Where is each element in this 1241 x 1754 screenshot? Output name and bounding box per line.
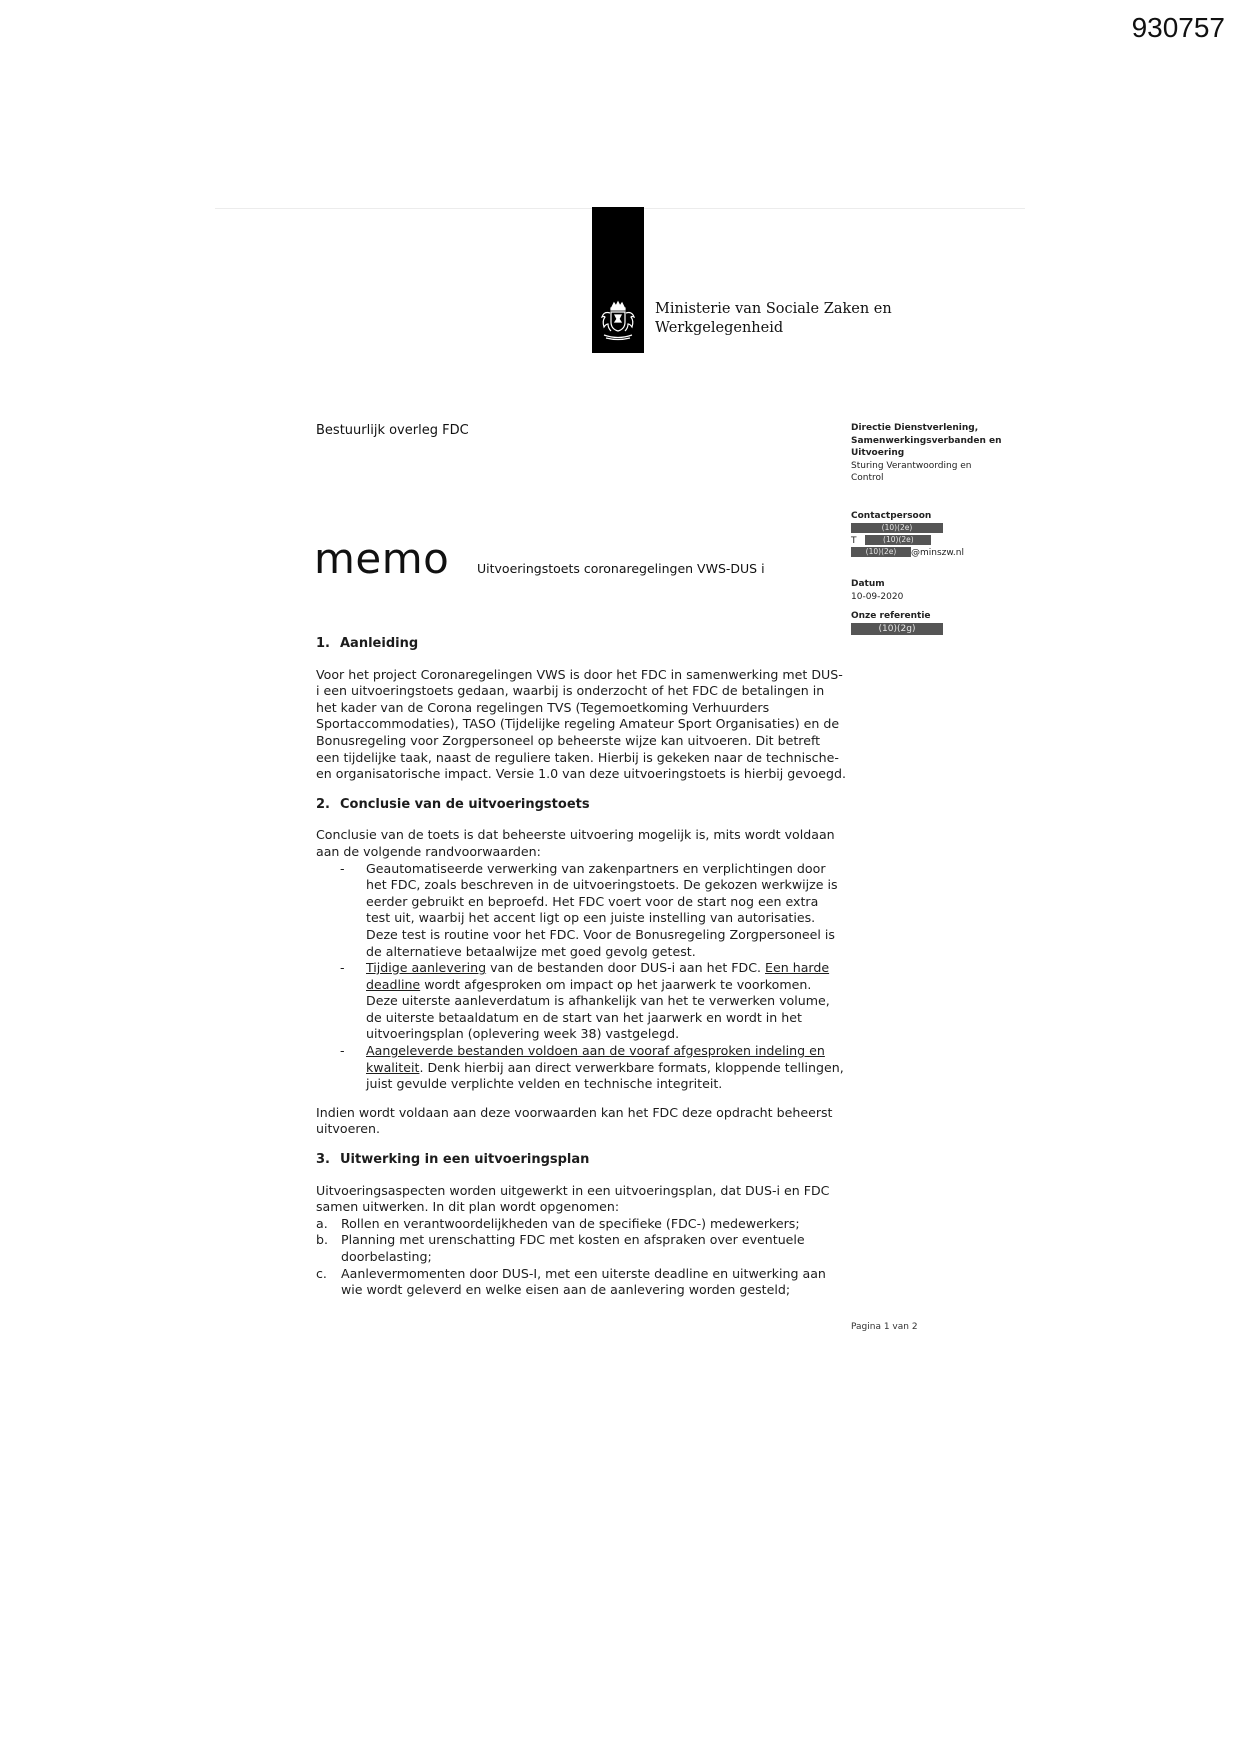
- reference-row: [851, 623, 1041, 635]
- bullet-marker: -: [340, 1043, 345, 1059]
- bullet-marker: -: [340, 960, 345, 976]
- list-marker: c.: [316, 1265, 327, 1281]
- list-item: [316, 861, 846, 961]
- section-number: 3.: [316, 1152, 330, 1168]
- ministry-name-line-1: Ministerie van Sociale Zaken en: [655, 301, 892, 317]
- memo-heading: memo: [314, 534, 450, 583]
- section-heading-3: [316, 1152, 846, 1169]
- conditions-list: [316, 861, 846, 1093]
- ministry-logo-bar: [592, 207, 644, 353]
- org-line-2: Control: [851, 473, 884, 483]
- phone-prefix: T: [851, 535, 857, 546]
- sidebar-organisation: [851, 422, 1041, 485]
- list-item-text: Aanlevermomenten door DUS-I, met een uiterste deadline en uitwerking aan wie wordt geleverd en welke eisen aan de aanlevering worden gesteld;: [341, 1265, 826, 1298]
- list-item-text: Planning met urenschatting FDC met kosten en afspraken over eventuele doorbelasting;: [341, 1232, 805, 1264]
- ministry-name: [655, 300, 895, 338]
- list-item: [316, 1232, 846, 1265]
- list-item-text: [366, 1043, 846, 1093]
- section-title: Uitwerking in een uitvoeringsplan: [340, 1152, 590, 1168]
- memo-subject: Uitvoeringstoets coronaregelingen VWS-DUS i: [477, 561, 765, 576]
- sidebar-reference: [851, 610, 1041, 635]
- org-bold-line-1: Directie Dienstverlening,: [851, 423, 979, 433]
- section-heading-2: [316, 797, 846, 814]
- section-heading-1: [316, 636, 846, 653]
- list-item-text: Geautomatiseerde verwerking van zakenpartners en verplichtingen door het FDC, zoals beschreven in de uitvoeringstoets. De gekozen werkwijze is eerder gebruikt en beproefd. Het FDC voert voor de start nog een extra test uit, waarbij het accent ligt op een juiste instelling van autorisaties. Deze test is routine voor het FDC. Voor de Bonusregeling Zorgpersoneel is de alternatieve betaalwijze met goed gevolg getest.: [366, 860, 838, 959]
- list-item: [316, 1266, 846, 1299]
- memo-body: [316, 636, 846, 1299]
- org-line-1: Sturing Verantwoording en: [851, 460, 972, 471]
- document-subject: Bestuurlijk overleg FDC: [316, 423, 469, 438]
- section-2-closing: Indien wordt voldaan aan deze voorwaarden kan het FDC deze opdracht beheerst uitvoeren.: [316, 1104, 833, 1137]
- section-3-intro: Uitvoeringsaspecten worden uitgewerkt in een uitvoeringsplan, dat DUS-i en FDC samen uitwerken. In dit plan wordt opgenomen:: [316, 1182, 830, 1215]
- ministry-name-line-2: Werkgelegenheid: [655, 320, 784, 336]
- underlined-text: Tijdige aanlevering: [366, 960, 487, 976]
- text-run: wordt afgesproken om impact op het jaarwerk te voorkomen. Deze uiterste aanleverdatum is afhankelijk van het te verwerken volume, de uiterste betaaldatum en de start van het jaarwerk en wordt in het uitvoeringsplan (oplevering week 38) vastgelegd.: [366, 976, 830, 1042]
- date-label: Datum: [851, 579, 885, 589]
- section-1-paragraph: Voor het project Coronaregelingen VWS is door het FDC in samenwerking met DUS-i een uitvoeringstoets gedaan, waarbij is onderzocht of het FDC de betalingen in het kader van de Corona regelingen TVS (Tegemoetkoming Verhuurders Sportaccommodaties), TASO (Tijdelijke regeling Amateur Sport Organisaties) en de Bonusregeling voor Zorgpersoneel op beheerste wijze kan uitvoeren. Dit betreft een tijdelijke taak, naast de reguliere taken. Hierbij is gekeken naar de technische- en organisatorische impact. Versie 1.0 van deze uitvoeringstoets is hierbij gevoegd.: [316, 666, 846, 782]
- plan-items-list: [316, 1216, 846, 1299]
- list-item-text: [366, 960, 846, 1043]
- list-item: [316, 1043, 846, 1093]
- redaction-box: (10)(2e): [851, 523, 943, 533]
- dutch-coat-of-arms-icon: [596, 299, 640, 343]
- contact-label: Contactpersoon: [851, 511, 932, 521]
- section-number: 1.: [316, 636, 330, 651]
- list-marker: a.: [316, 1215, 328, 1231]
- page-number: Pagina 1 van 2: [851, 1322, 918, 1332]
- org-bold-line-3: Uitvoering: [851, 448, 905, 458]
- text-run: . Denk hierbij aan direct verwerkbare formats, kloppende tellingen, juist gevulde verplichte velden en technische integriteit.: [366, 1059, 844, 1092]
- underlined-text: Een harde deadline: [366, 960, 830, 992]
- contact-row-2: [851, 535, 1041, 547]
- list-item: [316, 1216, 846, 1233]
- bullet-marker: -: [340, 860, 345, 876]
- section-number: 2.: [316, 796, 330, 812]
- underlined-text: Aangeleverde bestanden voldoen aan de vooraf afgesproken indeling en kwaliteit: [366, 1043, 825, 1075]
- section-title: Conclusie van de uitvoeringstoets: [340, 796, 590, 812]
- email-suffix: @minszw.nl: [911, 547, 964, 558]
- redaction-box: (10)(2e): [865, 535, 931, 545]
- section-title: Aanleiding: [340, 636, 419, 651]
- list-marker: b.: [316, 1232, 328, 1248]
- date-value: 10-09-2020: [851, 591, 904, 602]
- sidebar-contact: [851, 510, 1041, 559]
- list-item-text: Rollen en verantwoordelijkheden van de specifieke (FDC-) medewerkers;: [341, 1215, 800, 1231]
- contact-row-3: [851, 547, 1041, 559]
- redaction-box: (10)(2g): [851, 623, 943, 635]
- document-id: 930757: [1131, 12, 1225, 43]
- redaction-box: (10)(2e): [851, 547, 911, 557]
- list-item: [316, 960, 846, 1043]
- reference-label: Onze referentie: [851, 611, 931, 621]
- section-2-intro: Conclusie van de toets is dat beheerste uitvoering mogelijk is, mits wordt voldaan aan de volgende randvoorwaarden:: [316, 827, 835, 859]
- text-run: van de bestanden door DUS-i aan het FDC.: [486, 960, 766, 976]
- sidebar-date: [851, 578, 1041, 603]
- org-bold-line-2: Samenwerkingsverbanden en: [851, 435, 1002, 446]
- contact-row-1: [851, 523, 1041, 535]
